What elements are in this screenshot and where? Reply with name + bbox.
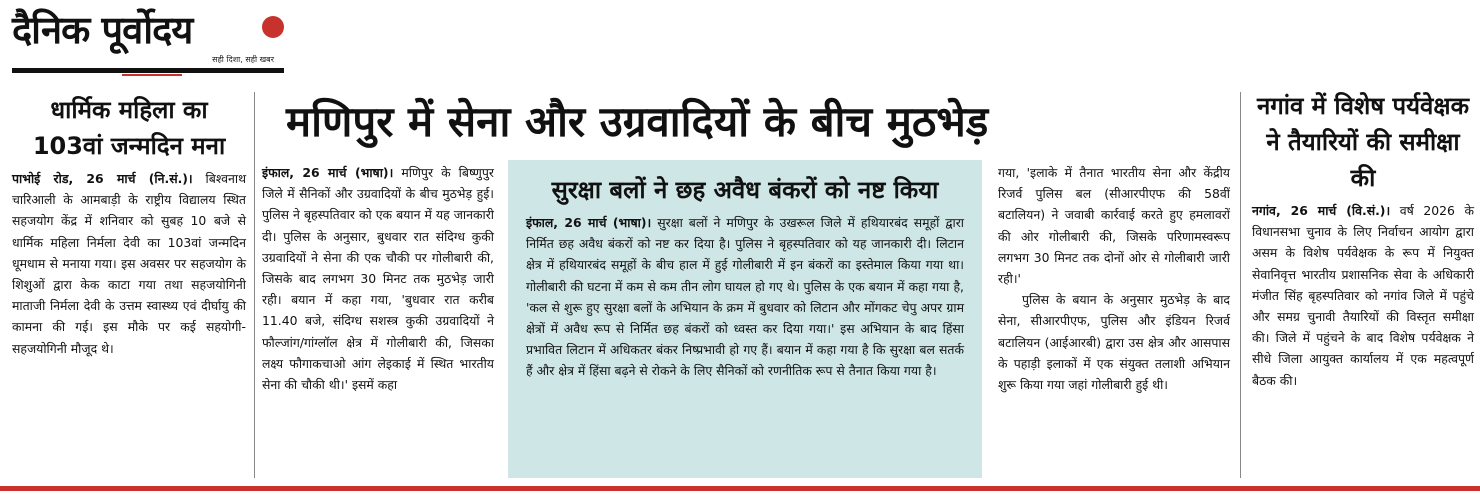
main-story-col1-text: मणिपुर के बिष्णुपुर जिले में सैनिकों और उग्रवादियों के बीच मुठभेड़ हुई। पुलिस ने बृहस्पतिवार को एक बयान में यह जानकारी दी। पुलिस के अनुसार, बुधवार रात संदिग्ध कुकी उग्रवादियों ने सेना की एक चौकी पर गोलीबारी की, जिसके बाद लगभग 30 मिनट तक मुठभेड़ जारी रही। बयान में कहा गया, 'बुधवार रात करीब 11.40 बजे, संदिग्ध सशस्त्र कुकी उग्रवादियों ने फौल्जांग/गांग्लॉल क्षेत्र में गोलीबारी की, जिसका लक्ष्य फौगाकचाओ आंग लेइकाई में स्थित भारतीय सेना की चौकी थी।' इसमें कहा [262,165,495,393]
right-story-body [1252,200,1474,391]
masthead-rule [12,68,284,73]
column-divider-1 [254,92,255,478]
main-story-dateline: इंफाल, 26 मार्च (भाषा)। [262,165,394,180]
newspaper-name: दैनिक पूर्वोदय [12,8,193,52]
main-story-col3-para2: पुलिस के बयान के अनुसार मुठभेड़ के बाद सेना, सीआरपीएफ, पुलिस और इंडियन रिजर्व बटालियन (आईआरबी) द्वारा उस क्षेत्र और आसपास के पहाड़ी इलाकों में एक संयुक्त तलाशी अभियान शुरू किया गया जहां गोलीबारी हुई थी। [998,292,1230,393]
left-story-text: बिश्वनाथ चारिआली के आमबाड़ी के राष्ट्रीय विद्यालय स्थित सहजयोग केंद्र में शनिवार को सुबह 10 बजे से धार्मिक महिला निर्मला देवी का 103वां जन्मदिन धूमधाम से मनाया गया। इस अवसर पर सहजयोग के शिशुओं द्वारा केक काटा गया तथा सहजयोगिनी माताजी निर्मला देवी के उत्तम स्वास्थ्य एवं दीर्घायु की कामना की गई। इस मौके पर कई सहयोगी-सहजयोगिनी मौजूद थे। [12,171,246,356]
column-divider-2 [1240,92,1241,478]
left-story-title: धार्मिक महिला का 103वां जन्मदिन मना [32,96,226,160]
boxed-story [508,160,982,478]
main-story-col1-body [262,162,494,395]
boxed-story-body [526,212,964,382]
newspaper-tagline: सही दिशा, सही खबर [212,55,274,64]
right-story-title: नगांव में विशेष पर्यवेक्षक ने तैयारियों की समीक्षा की [1256,92,1470,192]
masthead-red-dot [262,16,284,38]
masthead-red-rule [122,74,182,76]
right-story-text: वर्ष 2026 के विधानसभा चुनाव के लिए निर्वाचन आयोग द्वारा असम के विशेष पर्यवेक्षक के रूप में नियुक्त सेवानिवृत्त भारतीय प्रशासनिक सेवा के अधिकारी मंजीत सिंह बृहस्पतिवार को नगांव जिले में पहुंचे और समग्र चुनावी तैयारियों की विस्तृत समीक्षा की। जिले में पहुंचने के बाद विशेष पर्यवेक्षक ने सीधे जिला आयुक्त कार्यालय में एक महत्वपूर्ण बैठक की। [1252,203,1474,388]
right-story [1252,88,1474,391]
boxed-story-text: सुरक्षा बलों ने मणिपुर के उखरूल जिले में हथियारबंद समूहों द्वारा निर्मित छह अवैध बंकरों को नष्ट कर दिया है। पुलिस ने बृहस्पतिवार को यह जानकारी दी। लिटान क्षेत्र में हथियारबंद समूहों के बीच हाल में हुई गोलीबारी में इन बंकरों का इस्तेमाल किया गया था। गोलीबारी की घटना में कम से कम तीन लोग घायल हो गए थे। पुलिस के एक बयान में कहा गया है, 'कल से शुरू हुए सुरक्षा बलों के अभियान के क्रम में बुधवार को लिटान और मोंगकट चेपु अपर ग्राम क्षेत्रों में अवैध रूप से निर्मित छह बंकरों को ध्वस्त कर दिया गया।' इस अभियान के बाद हिंसा प्रभावित लिटान में अधिकतर बंकर निष्प्रभावी हो गए हैं। बयान में कहा गया है कि सुरक्षा बल सतर्क हैं और क्षेत्र में हिंसा बढ़ने से रोकने के लिए सैनिकों को रणनीतिक रूप से तैनात किया गया है। [526,215,964,379]
main-story-col3-para1: गया, 'इलाके में तैनात भारतीय सेना और केंद्रीय रिजर्व पुलिस बल (सीआरपीएफ की 58वीं बटालियन) ने जवाबी कार्रवाई करते हुए हमलावरों की ओर गोलीबारी की, जिसके परिणामस्वरूप लगभग 30 मिनट तक दोनों ओर से गोलीबारी जारी रही।' [998,165,1230,287]
main-story-column-3 [998,162,1230,395]
left-story-body [12,168,246,359]
masthead [12,4,284,76]
boxed-story-dateline: इंफाल, 26 मार्च (भाषा)। [526,215,652,230]
main-headline: मणिपुर में सेना और उग्रवादियों के बीच मुठभेड़ [286,97,989,146]
main-story-column-1 [262,162,494,395]
left-story-dateline: पाभोई रोड, 26 मार्च (नि.सं.)। [12,171,193,186]
bottom-rule [0,486,1480,491]
boxed-story-title: सुरक्षा बलों ने छह अवैध बंकरों को नष्ट किया [551,176,939,204]
left-story [12,92,246,359]
right-story-dateline: नगांव, 26 मार्च (वि.सं.)। [1252,203,1391,218]
